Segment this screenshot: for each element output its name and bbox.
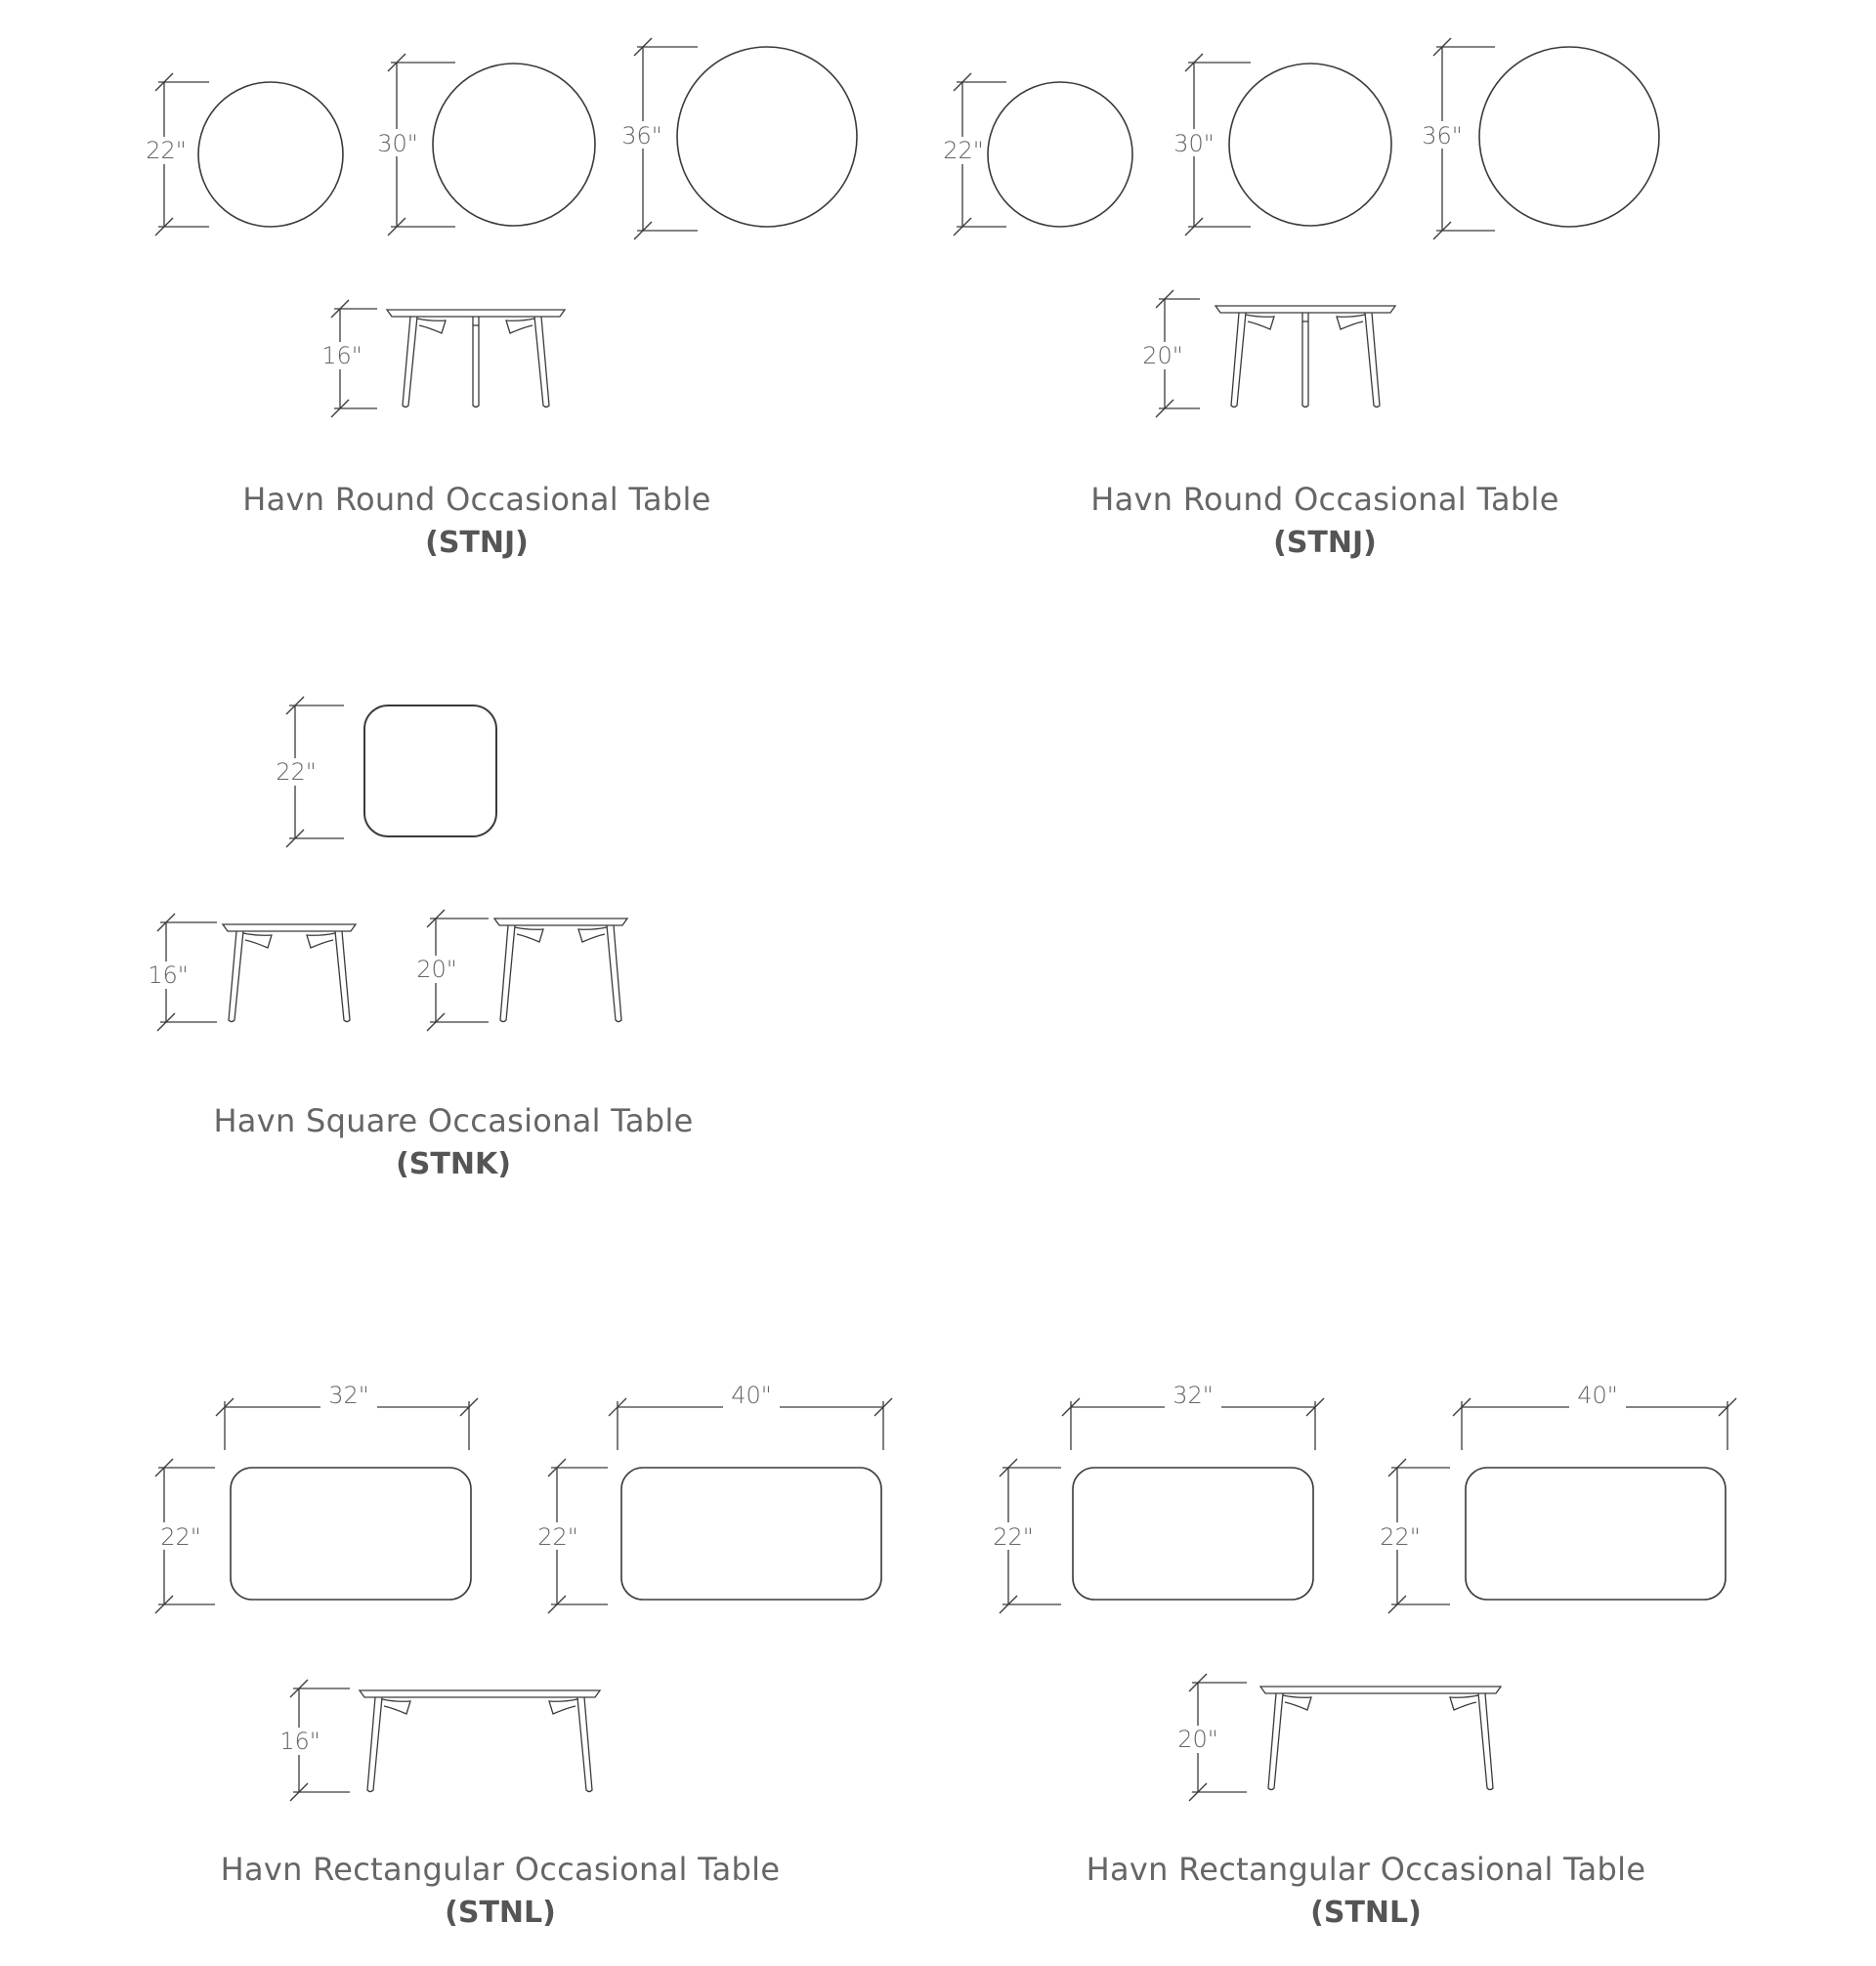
tabletop-rect (621, 1468, 881, 1600)
rect-top-view-32 (155, 1382, 478, 1613)
table-name: Havn Rectangular Occasional Table (1086, 1851, 1646, 1888)
table-elevation (223, 924, 356, 1022)
tabletop-rect (1073, 1468, 1313, 1600)
group-round-16 (145, 38, 857, 560)
tabletop-round (677, 47, 857, 227)
round-top-view-36 (619, 38, 857, 239)
dim-label: 22" (160, 1523, 201, 1551)
dim-label: 16" (148, 962, 189, 989)
side-elevation-16 (147, 914, 356, 1031)
dim-label: 30" (377, 130, 418, 157)
group-round-20 (942, 38, 1659, 560)
dim-label: 22" (993, 1523, 1034, 1551)
dim-label: 40" (1577, 1382, 1618, 1409)
dim-label: 36" (621, 122, 662, 150)
side-elevation-20 (414, 910, 627, 1031)
side-elevation-16 (319, 300, 565, 417)
tabletop-rect (1466, 1468, 1726, 1600)
rect-top-view-40 (533, 1382, 892, 1613)
round-top-view-22 (145, 73, 343, 235)
table-elevation (494, 919, 627, 1022)
dim-label: 22" (943, 137, 984, 164)
rect-top-view-32 (989, 1382, 1324, 1613)
dim-label: 22" (276, 758, 317, 786)
table-elevation (387, 310, 565, 407)
tabletop-round (988, 82, 1132, 227)
side-elevation-20 (1176, 1674, 1501, 1801)
dim-label: 32" (1172, 1382, 1214, 1409)
table-code: (STNK) (396, 1147, 511, 1181)
table-name: Havn Round Occasional Table (1090, 481, 1559, 518)
table-name: Havn Rectangular Occasional Table (220, 1851, 781, 1888)
dim-label: 16" (279, 1728, 320, 1755)
dim-label: 22" (146, 137, 187, 164)
table-code: (STNJ) (425, 526, 529, 560)
tabletop-square (364, 705, 496, 836)
dim-label: 20" (416, 956, 457, 983)
dim-label: 40" (731, 1382, 772, 1409)
round-top-view-22 (942, 73, 1132, 235)
dim-label: 20" (1142, 342, 1183, 369)
table-name: Havn Round Occasional Table (242, 481, 711, 518)
dim-label: 36" (1422, 122, 1463, 150)
group-square (147, 697, 694, 1181)
dim-label: 16" (321, 342, 362, 369)
square-top-view-22 (274, 697, 496, 847)
side-elevation-20 (1141, 290, 1395, 417)
table-code: (STNJ) (1273, 526, 1377, 560)
table-elevation (1215, 306, 1395, 407)
tabletop-round (433, 64, 595, 226)
dim-label: 22" (537, 1523, 578, 1551)
dim-label: 30" (1173, 130, 1215, 157)
dim-label: 20" (1177, 1726, 1218, 1753)
tabletop-rect (231, 1468, 471, 1600)
rect-top-view-40 (1376, 1382, 1736, 1613)
round-top-view-36 (1419, 38, 1659, 239)
dim-label: 32" (328, 1382, 369, 1409)
dim-label: 22" (1380, 1523, 1421, 1551)
tabletop-round (1229, 64, 1391, 226)
group-rect-16 (155, 1382, 892, 1930)
round-top-view-30 (1172, 54, 1391, 235)
table-elevation (1260, 1687, 1501, 1790)
tabletop-round (198, 82, 343, 227)
side-elevation-16 (277, 1680, 600, 1801)
group-rect-20 (989, 1382, 1736, 1930)
round-top-view-30 (375, 54, 595, 235)
table-name: Havn Square Occasional Table (213, 1102, 694, 1139)
table-code: (STNL) (1310, 1896, 1422, 1930)
table-elevation (360, 1690, 600, 1792)
tabletop-round (1479, 47, 1659, 227)
table-code: (STNL) (445, 1896, 556, 1930)
